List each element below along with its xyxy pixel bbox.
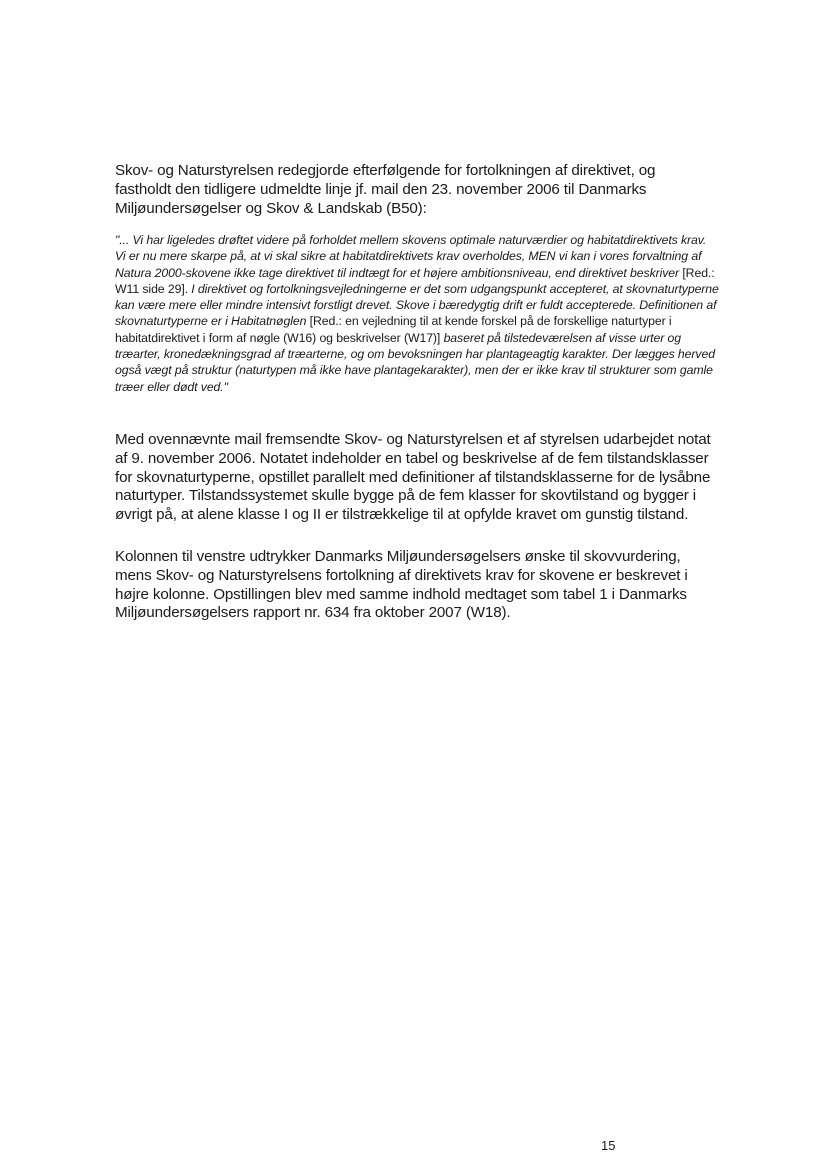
quote-text-part-3: baseret på tilstedeværelsen af visse urter og træarter, kronedækningsgrad af træarterne, og om bevoksningen har plantageagtig karakter. Der lægges herved også vægt på struktur (naturtypen må ikke have plantagekarakter), men der er ikke krav til strukturer som gamle træer eller dødt ved." xyxy=(115,330,715,394)
editor-note-2: [Red.: en vejledning til at kende forskel på de forskellige naturtyper i habitatdirektivet i form af nøgle (W16) og beskrivelser (W17)] xyxy=(115,314,672,345)
quote-text-part-2: I direktivet og fortolkningsvejledningerne er det som udgangspunkt accepteret, at skovnaturtyperne kan være mere eller mindre intensivt forstligt drevet. Skove i bæredygtig drift er fuldt accepterede. Definitionen af skovnaturtyperne er i Habitatnøglen xyxy=(115,281,719,329)
paragraph-memo: Med ovennævnte mail fremsendte Skov- og Naturstyrelsen et af styrelsen udarbejdet notat af 9. november 2006. Notatet indeholder en tabel og beskrivelse af de fem tilstandsklasser for skovnaturtyperne, opstillet parallelt med definitioner af tilstandsklasserne for de lysåbne naturtyper. Tilstandssystemet skulle bygge på de fem klasser for skovtilstand og bygger i øvrigt på, at alene klasse I og II er tilstrækkelige til at opfylde kravet om gunstig tilstand. xyxy=(115,431,711,524)
paragraph-columns: Kolonnen til venstre udtrykker Danmarks Miljøundersøgelsers ønske til skovvurdering, mens Skov- og Naturstyrelsens fortolkning af direktivets krav for skovene er beskrevet i højre kolonne. Opstillingen blev med samme indhold medtaget som tabel 1 i Danmarks Miljøundersøgelsers rapport nr. 634 fra oktober 2007 (W18). xyxy=(115,548,688,622)
quote-text-part-1: "... Vi har ligeledes drøftet videre på forholdet mellem skovens optimale naturværdier og habitatdirektivets krav. Vi er nu mere skarpe på, at vi skal sikre at habitatdirektivets krav overholdes, MEN vi kan i vores forvaltning af Natura 2000-skovene ikke tage direktivet til indtægt for et højere ambitionsniveau, end direktivet beskriver xyxy=(115,233,707,280)
email-quote xyxy=(115,232,719,395)
paragraph-intro: Skov- og Naturstyrelsen redegjorde efterfølgende for fortolkningen af direktivet, og fastholdt den tidligere udmeldte linje jf. mail den 23. november 2006 til Danmarks Miljøundersøgelser og Skov & Landskab (B50): xyxy=(115,162,656,217)
page-number: 15 xyxy=(601,1138,616,1153)
editor-note-1: [Red.: W11 side 29]. xyxy=(115,265,715,296)
